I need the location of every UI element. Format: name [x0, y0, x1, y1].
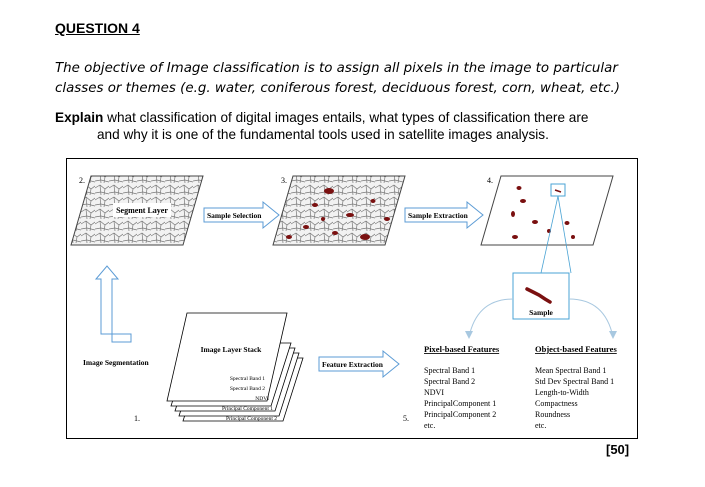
objective-line-2: classes or themes (e.g. water, coniferous forest, deciduous forest, corn, wheat, etc.) — [55, 81, 620, 96]
figure-svg — [67, 159, 639, 440]
explain-keyword: Explain — [55, 110, 104, 125]
stack-layer-3: NDVI — [255, 396, 269, 402]
sample-to-pixel-arrowhead — [465, 331, 473, 339]
image-segmentation-label: Image Segmentation — [83, 358, 149, 367]
question-heading: QUESTION 4 — [55, 20, 140, 36]
stack-layer-4: Principal Component 1 — [221, 406, 273, 412]
stack-layer-5: Principal Component 2 — [225, 416, 277, 422]
object-feature-item: Length-to-Width — [535, 388, 589, 397]
sample-to-object-arrowhead — [609, 331, 617, 339]
step-2-number: 2. — [79, 176, 85, 185]
pixel-feature-item: Spectral Band 2 — [424, 377, 476, 386]
explain-line-1: what classification of digital images entails, what types of classification there are — [103, 110, 589, 125]
segment-layer-label: Segment Layer — [116, 206, 168, 215]
object-feature-item: Mean Spectral Band 1 — [535, 366, 607, 375]
sample-to-object-arrow — [569, 299, 613, 337]
pixel-feature-item: PrincipalComponent 1 — [424, 399, 497, 408]
pixel-features-title: Pixel-based Features — [424, 344, 500, 354]
object-features-title: Object-based Features — [535, 344, 617, 354]
step-5-number: 5. — [403, 414, 409, 423]
pixel-feature-item: PrincipalComponent 2 — [424, 410, 497, 419]
object-feature-item: etc. — [535, 421, 547, 430]
object-feature-item: Compactness — [535, 399, 578, 408]
step-3-number: 3. — [281, 176, 287, 185]
sample-to-pixel-arrow — [469, 299, 513, 337]
object-feature-item: Roundness — [535, 410, 571, 419]
object-feature-item: Std Dev Spectral Band 1 — [535, 377, 615, 386]
image-layer-stack-label: Image Layer Stack — [200, 345, 262, 354]
stack-layer-2: Spectral Band 2 — [229, 386, 265, 392]
objective-paragraph — [55, 59, 655, 99]
feature-extraction-label: Feature Extraction — [322, 360, 383, 369]
objective-line-1: The objective of Image classification is to assign all pixels in the image to particular — [55, 61, 618, 76]
sample-extraction-label: Sample Extraction — [408, 211, 468, 220]
sample-selection-panel — [273, 176, 405, 245]
object-features-list — [535, 366, 614, 430]
sample-selection-label: Sample Selection — [207, 211, 262, 220]
stack-layer-1: Spectral Band 1 — [229, 376, 265, 382]
image-segmentation-arrow — [96, 266, 131, 342]
step-4-number: 4. — [487, 176, 493, 185]
pixel-features-list — [424, 366, 496, 430]
pixel-feature-item: etc. — [424, 421, 436, 430]
classification-figure — [66, 158, 638, 439]
step-1-number: 1. — [134, 414, 140, 423]
explain-paragraph — [55, 109, 645, 143]
image-layer-stack — [167, 313, 303, 421]
marks-label: [50] — [606, 442, 630, 457]
pixel-feature-item: NDVI — [424, 388, 444, 397]
pixel-feature-item: Spectral Band 1 — [424, 366, 476, 375]
sample-extraction-panel — [481, 176, 613, 245]
explain-line-2: and why it is one of the fundamental tools used in satellite images analysis. — [97, 127, 549, 142]
sample-label: Sample — [529, 308, 553, 317]
